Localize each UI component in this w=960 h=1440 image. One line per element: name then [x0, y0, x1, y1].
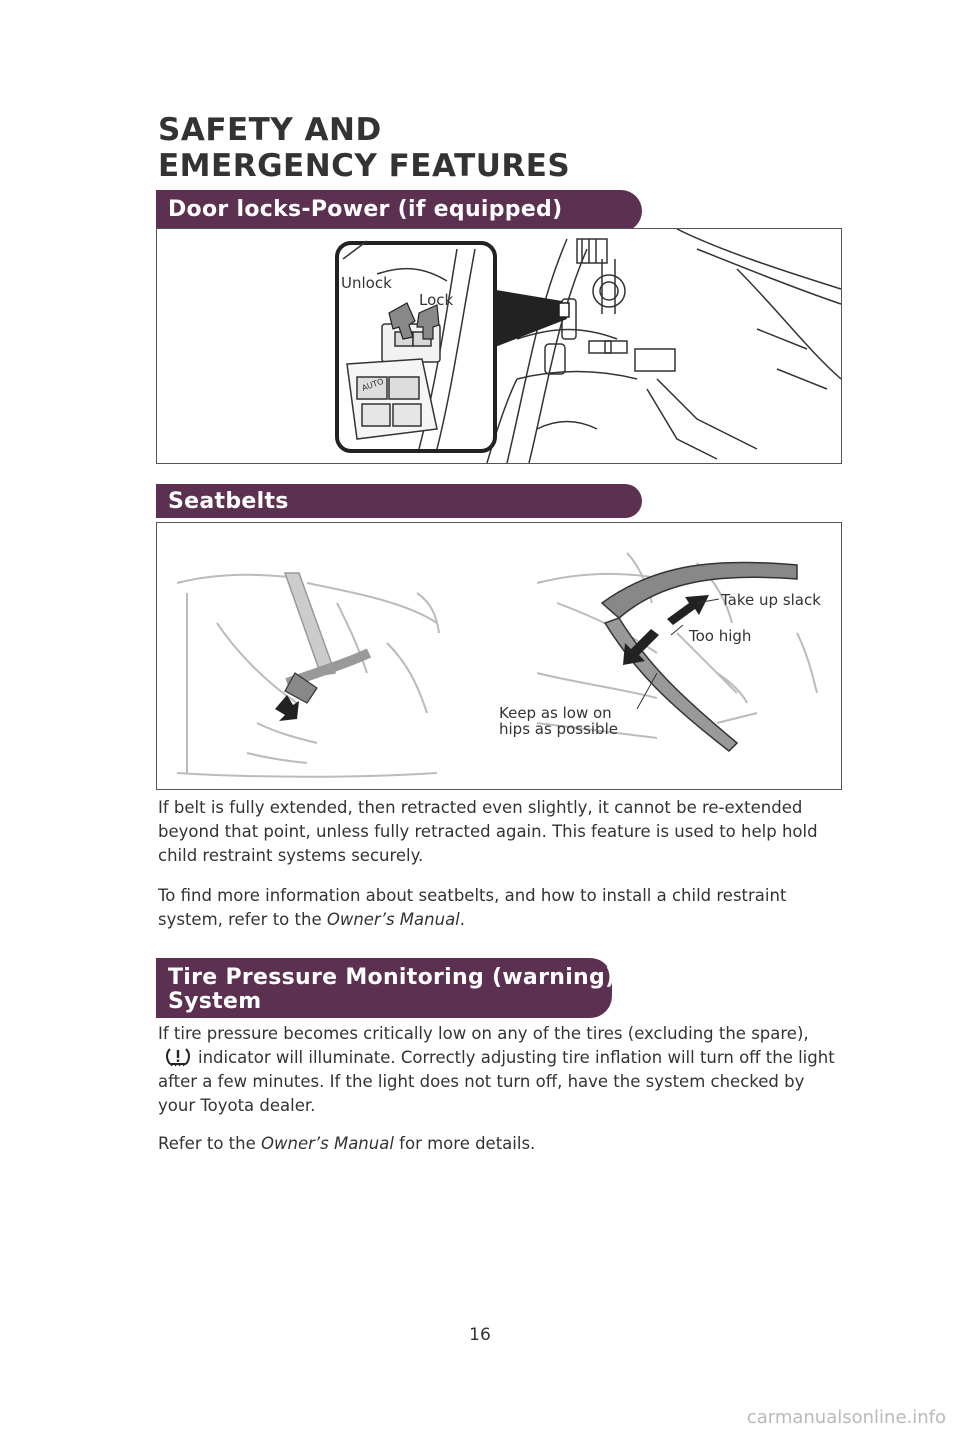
seatbelts-paragraph-2-text: To find more information about seatbelts, and how to install a child restraint system, refer to the: [158, 886, 787, 929]
tpms-section-header: [156, 958, 616, 1018]
keep-low-label: [499, 705, 618, 737]
seatbelts-section-header: [156, 484, 642, 518]
too-high-label: Too high: [689, 627, 752, 645]
tpms-paragraph-1-text: If tire pressure becomes critically low on any of the tires (excluding the spare),: [158, 1024, 809, 1043]
tpms-paragraph-2: [158, 1132, 838, 1156]
tpms-header-line2: System: [168, 989, 262, 1014]
door-locks-section-header: [156, 190, 642, 232]
seatbelt-illustration: [157, 523, 841, 789]
seatbelts-paragraph-2-end: .: [459, 910, 466, 929]
auto-switch-label: AUTO: [360, 376, 385, 393]
seatbelts-paragraph-1: [158, 796, 838, 868]
unlock-label: Unlock: [341, 274, 392, 292]
door-lock-illustration: [157, 229, 841, 463]
keep-low-label-line1: Keep as low on: [499, 704, 612, 722]
tpms-paragraph-2-text: Refer to the: [158, 1134, 261, 1153]
seatbelts-header-text: Seatbelts: [168, 489, 289, 514]
owners-manual-reference: Owner’s Manual: [326, 910, 460, 929]
seatbelts-figure: [156, 522, 842, 790]
watermark: carmanualsonline.info: [746, 1407, 946, 1428]
page-title-line2: EMERGENCY FEATURES: [158, 148, 571, 184]
door-locks-figure: [156, 228, 842, 464]
page-title-line1: SAFETY AND: [158, 112, 382, 148]
tpms-owners-manual-reference: Owner’s Manual: [261, 1134, 394, 1153]
take-up-slack-label: Take up slack: [721, 591, 821, 609]
page-title: [158, 112, 570, 184]
tpms-paragraph-1: [158, 1022, 838, 1118]
tire-pressure-warning-icon: [162, 1046, 194, 1068]
seatbelts-paragraph-1-text: If belt is fully extended, then retracted even slightly, it cannot be re-extended beyond that point, unless fully retracted again. This feature is used to help hold child restraint systems securely.: [158, 798, 818, 865]
tpms-header-line1: Tire Pressure Monitoring (warning): [168, 965, 616, 990]
keep-low-label-line2: hips as possible: [499, 720, 618, 738]
door-locks-header-text: Door locks-Power (if equipped): [168, 197, 563, 222]
lock-label: Lock: [419, 291, 454, 309]
tpms-paragraph-2-end: for more details.: [393, 1134, 536, 1153]
seatbelts-paragraph-2: [158, 884, 838, 932]
tpms-paragraph-1-end: indicator will illuminate. Correctly adjusting tire inflation will turn off the light after a few minutes. If the light does not turn off, have the system checked by your Toyota dealer.: [158, 1048, 835, 1115]
page-number: 16: [469, 1325, 491, 1345]
